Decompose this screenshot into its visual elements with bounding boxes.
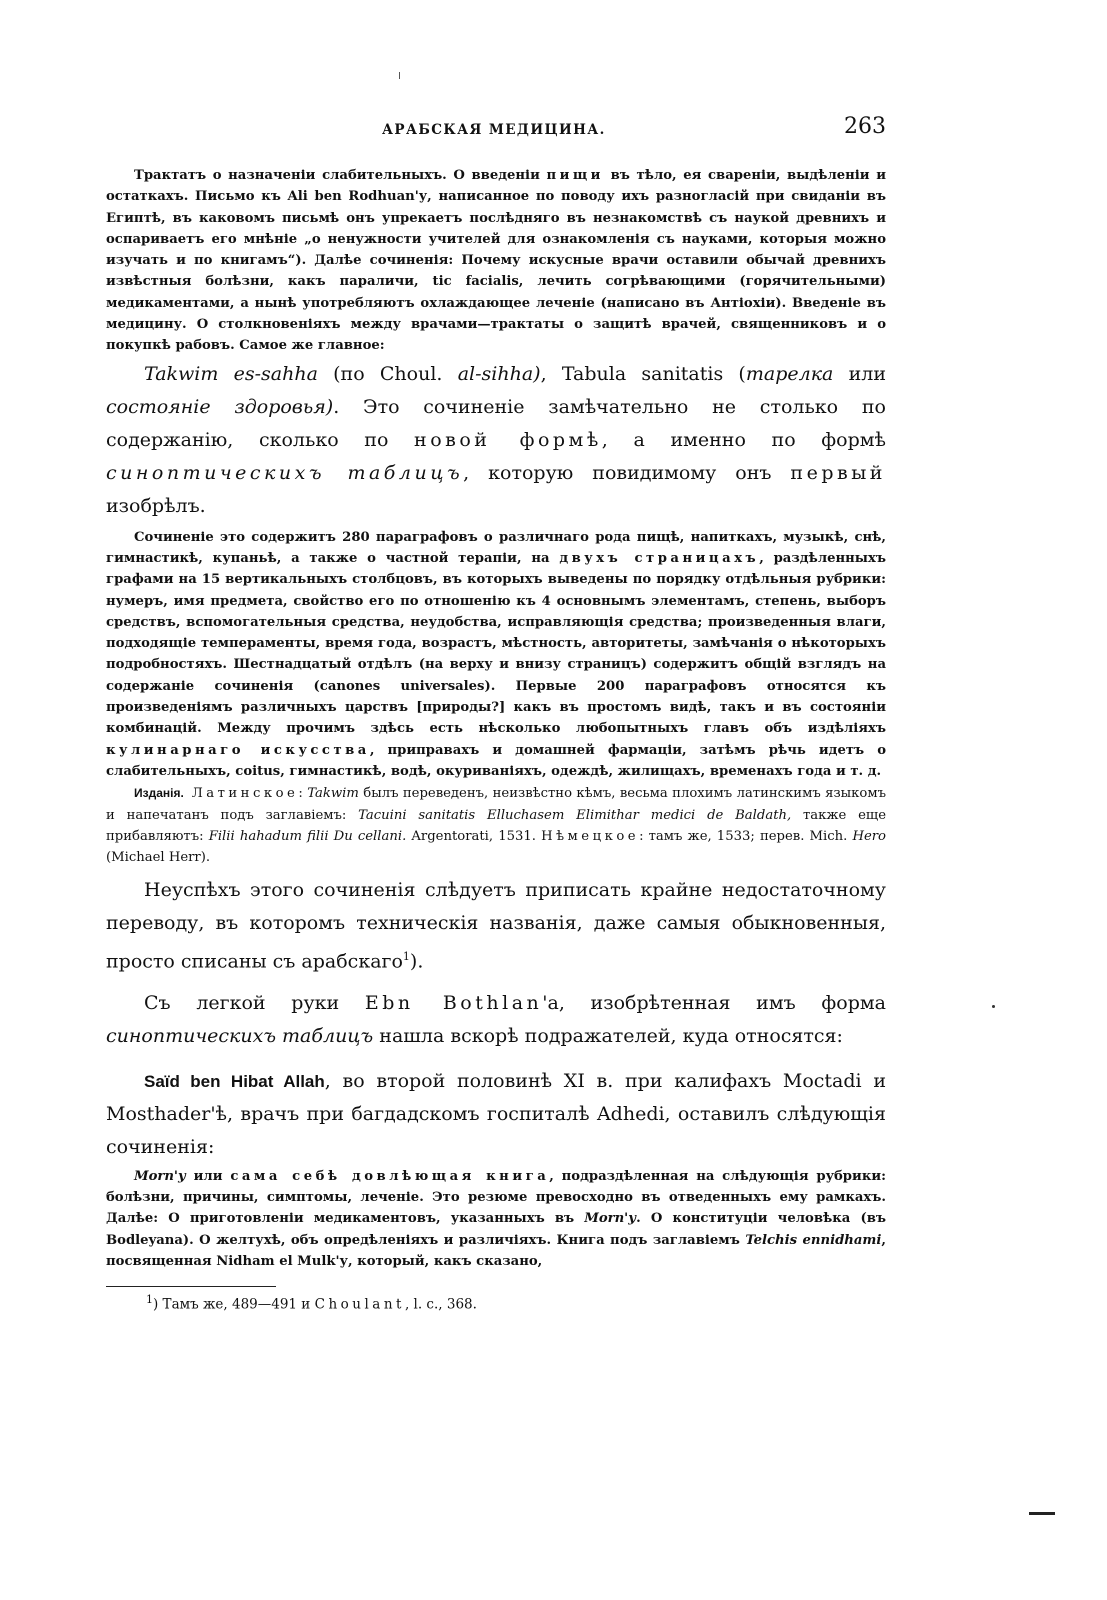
text: , Tabula sanitatis ( — [540, 362, 746, 385]
text: , раздѣленныхъ графами на 15 вертикальныхъ столбцовъ, въ которыхъ выведены по порядку отдѣльныя рубрики: нумеръ, имя предмета, свойство его по отношенію къ 4 основнымъ элементамъ, степень, выборъ средствъ, вспомогательныя средства, неудобства, исправляющія средства; произведенныя влаги, подходящіе темпераменты, время года, возрастъ, мѣстность, авторитеты, замѣчанія о нѣкоторыхъ подробностяхъ. Шестнадцатый отдѣлъ (на верху и внизу страницъ) содержитъ общій взглядъ на содержаніе сочиненія (canones universales). Первые 200 параграфовъ относятся къ произведеніямъ различныхъ царствъ [природы?] какъ въ простомъ видѣ, такъ и въ состояніи комбинацій. Между прочимъ здѣсь есть нѣсколько любопытныхъ главъ объ издѣліяхъ — [106, 550, 887, 737]
text: ). — [409, 950, 424, 973]
book-page — [106, 0, 886, 1600]
text: былъ переведенъ, неизвѣстно кѣмъ, весьма плохимъ латинскимъ языкомъ и напечатанъ подъ заглавіемъ: — [106, 786, 886, 823]
italic-text: синоптическихъ таблицъ — [106, 1024, 374, 1047]
italic-text: Hero — [852, 828, 886, 844]
text: въ тѣло, ея свареніи, выдѣленіи и остаткахъ. Письмо къ Ali ben Rodhuan'у, написанное по поводу ихъ разногласій при свиданіи въ Египтѣ, въ каковомъ письмѣ онъ упрекаетъ послѣдняго въ незнакомствѣ съ наукой древнихъ и оспариваетъ его мнѣніе „о ненужности учителей для ознакомленія съ науками, которыя можно изучать и по книгамъ“). Далѣе сочиненія: Почему искусные врачи оставили обычай древнихъ извѣстныя болѣзни, какъ параличи, tic facialis, лечить согрѣвающими (горячительными) медикаментами, а нынѣ употребляютъ охлаждающее леченіе (написано въ Антіохіи). Введеніе въ медицину. О столкновеніяхъ между врачами—трактаты о защитѣ врачей, священниковъ и о покупкѣ рабовъ. Самое же главное: — [106, 168, 886, 354]
text: , которую повидимому онъ — [463, 461, 791, 484]
text: или — [833, 362, 886, 385]
paragraph-treatises — [106, 165, 886, 357]
text: нашла вскорѣ подражателей, куда относятся: — [373, 1024, 843, 1047]
text: (по Choul. — [317, 362, 458, 385]
person-name: Saïd ben Hibat Allah — [144, 1071, 325, 1091]
text: изобрѣлъ. — [106, 494, 206, 517]
text: , приправахъ и домашней фармаціи, затѣмъ рѣчь идетъ о слабительныхъ, coitus, гимнастикѣ, водѣ, окуриваніяхъ, одеждѣ, жилищахъ, временахъ года и т. д. — [106, 742, 887, 779]
text: также еще прибавляютъ: — [106, 807, 886, 844]
spaced-text: Choulant — [314, 1296, 405, 1313]
paragraph-takwim — [106, 358, 886, 523]
italic-text: Tacuini sanitatis Elluchasem Elimithar medici de Baldath, — [358, 807, 792, 823]
text: Трактатъ о назначеніи слабительныхъ. О введеніи — [134, 168, 547, 183]
spaced-text: кулинарнаго искусства — [106, 742, 370, 758]
spaced-text: пищи — [546, 168, 604, 183]
page-number: 263 — [844, 114, 886, 139]
italic-title: Takwim es-sahha — [144, 362, 318, 385]
italic-text: Takwim — [307, 786, 359, 802]
paragraph-editions — [106, 783, 886, 868]
text: Argentorati, 1531. — [406, 828, 542, 844]
text: Сочиненіе это содержитъ 280 параграфовъ о различнаго рода пищѣ, напиткахъ, музыкѣ, снѣ, гимнастикѣ, купаньѣ, а также о частной терапіи, на — [106, 529, 886, 566]
margin-dash — [1029, 1512, 1055, 1515]
footnote — [106, 1293, 886, 1313]
text: Неуспѣхъ этого сочиненія слѣдуетъ приписать крайне недостаточному переводу, въ которомъ техническія названія, даже самыя обыкновенныя, просто списаны съ арабскаго — [106, 879, 886, 973]
paragraph-contents — [106, 527, 886, 783]
spaced-text: сама себѣ довлѣющая книга — [230, 1168, 550, 1184]
spaced-text: новой формѣ — [414, 428, 602, 451]
text: или — [185, 1168, 231, 1184]
text: , l. c., 368. — [404, 1296, 477, 1313]
text: Съ легкой руки — [144, 991, 365, 1014]
spaced-italic-text: синоптическихъ таблицъ — [106, 461, 464, 484]
spaced-text: двухъ страницахъ — [559, 550, 760, 566]
spaced-text: Ebn Bothlan — [364, 991, 543, 1014]
italic-text: Morn'у — [584, 1211, 637, 1227]
text: . О конституціи человѣка (въ Bodleyana). О желтухѣ, объ опредѣленіяхъ и различіяхъ. Книга подъ заглавіемъ — [106, 1211, 886, 1248]
spaced-text: первый — [790, 461, 886, 484]
paragraph-morn — [106, 1166, 886, 1272]
spaced-text: Нѣмецкое — [541, 828, 640, 844]
text: , во второй половинѣ XI в. при калифахъ Moctadi и Mosthader'ѣ, врачъ при багдадскомъ госпиталѣ Adhedi, оставилъ слѣдующія сочиненія: — [106, 1069, 886, 1158]
paragraph-failure — [106, 874, 886, 978]
text: ) Тамъ же, 489—491 и — [153, 1296, 315, 1313]
running-title: АРАБСКАЯ МЕДИЦИНА. — [382, 122, 606, 138]
page-body — [106, 165, 886, 1313]
footnote-number: 1 — [146, 1293, 153, 1307]
text: , посвященная Nidham el Mulk'у, который, какъ сказано, — [106, 1232, 886, 1269]
margin-dot — [992, 1005, 995, 1008]
spaced-text: Латинское — [183, 786, 299, 802]
text: . Это сочиненіе замѣчательно не столько по содержанію, сколько по — [106, 395, 886, 451]
italic-text: al-sihha) — [457, 362, 541, 385]
page-header — [106, 114, 886, 146]
paragraph-imitators — [106, 987, 886, 1053]
text: (Michael Herr). — [106, 850, 211, 866]
footnote-divider — [106, 1286, 276, 1287]
italic-text: Filii hahadum filii Du cellani. — [208, 828, 407, 844]
paragraph-said — [106, 1065, 886, 1164]
italic-text: Telchis ennidhami — [745, 1232, 882, 1248]
text: 'a, изобрѣтенная имъ форма — [542, 991, 886, 1014]
italic-text: тарелка — [745, 362, 834, 385]
text: , а именно по формѣ — [601, 428, 887, 451]
italic-text: Morn'у — [134, 1168, 186, 1184]
text: : — [298, 786, 308, 802]
text: , подраздѣленная на слѣдующія рубрики: болѣзни, причины, симптомы, леченіе. Это резюме превосходно въ отведенныхъ ему рамкахъ. Далѣе: О приготовленіи медикаментовъ, указанныхъ въ — [106, 1168, 886, 1227]
editions-label: Изданія. — [134, 786, 184, 801]
text: : тамъ же, 1533; перев. Mich. — [639, 828, 853, 844]
italic-text: состояніе здоровья) — [106, 395, 334, 418]
footnote-marker: 1 — [402, 950, 410, 964]
